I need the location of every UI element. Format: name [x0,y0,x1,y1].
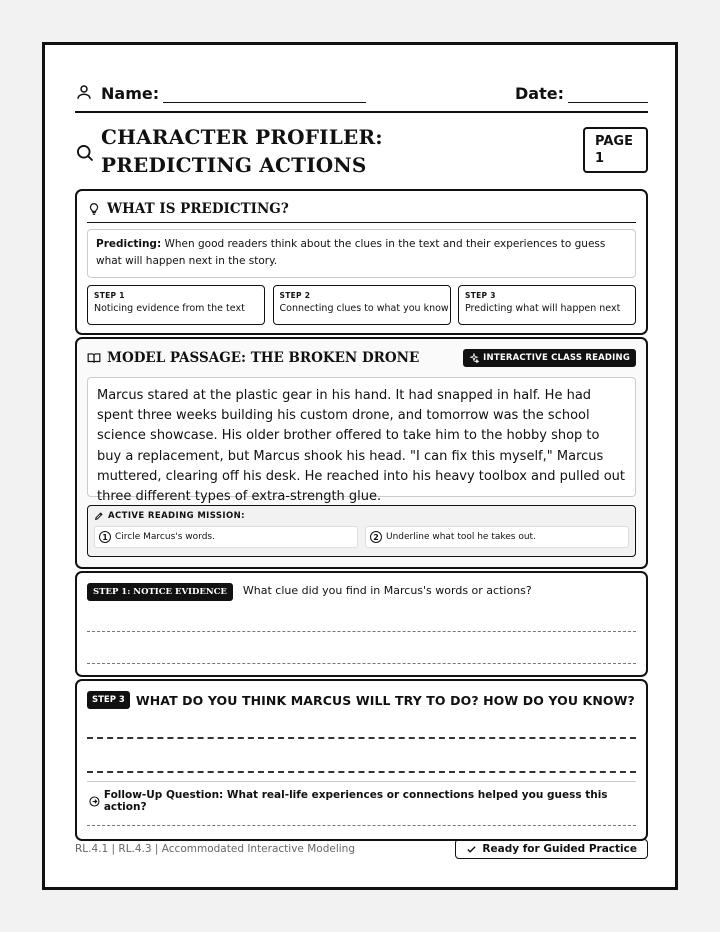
followup-text: Follow-Up Question: What real-life experiences or connections helped you guess this action? [103,789,608,813]
pencil-icon [94,511,104,521]
answer-line-1[interactable] [87,631,636,632]
header-row [75,75,648,113]
date-label: Date: [515,84,564,103]
step-label: STEP 1 [94,291,125,300]
mission-item-2 [365,526,629,548]
definition-box [87,229,636,278]
section-heading [87,201,636,223]
mission-items [94,526,629,548]
step-box-3 [458,285,636,325]
name-field[interactable] [75,83,366,103]
step-box-1 [87,285,265,325]
heading-text: MODEL PASSAGE: THE BROKEN DRONE [107,350,420,366]
page-label: PAGE [595,134,633,149]
step3-row [87,691,636,709]
mission-heading [94,511,629,521]
heading-text: WHAT IS PREDICTING? [107,201,289,217]
step-text: Noticing evidence from the text [94,303,245,314]
mission-heading-text: ACTIVE READING MISSION: [108,511,245,521]
number-badge: 1 [99,531,111,543]
title-row [75,119,648,189]
sparkle-icon [469,353,479,363]
step-text: Connecting clues to what you know [279,303,449,314]
divider [87,781,636,782]
section-heading [87,350,419,366]
step1-row [87,583,636,601]
mission-text: Underline what tool he takes out. [386,532,536,542]
definition-term: Predicting: [96,238,162,250]
step3-pill: STEP 3 [87,691,130,709]
user-icon [75,83,93,101]
step3-question: WHAT DO YOU THINK MARCUS WILL TRY TO DO? HOW DO YOU KNOW? [135,692,635,708]
search-icon [75,143,95,163]
page-number: 1 [595,151,605,166]
step1-question: What clue did you find in Marcus's words or actions? [242,584,532,597]
passage-text: Marcus stared at the plastic gear in his hand. It had snapped in half. He had spent three weeks building his custom drone, and tomorrow was the school science showcase. His older brother offered to take him to the hobby shop to buy a replacement, but Marcus shook his head. "I can fix this myself," Marcus muttered, clearing off his desk. He reached into his heavy toolbox and pulled out three different types of extra-strength glue. [87,377,636,497]
steps-row [87,285,636,325]
standards-text: RL.4.1 | RL.4.3 | Accommodated Interactive Modeling [75,843,355,855]
step-box-2 [273,285,451,325]
step1-notice-evidence-card [75,571,648,677]
mission-text: Circle Marcus's words. [115,532,215,542]
name-line[interactable] [163,87,366,103]
step-label: STEP 3 [465,291,496,300]
worksheet-page [42,42,678,890]
number-badge: 2 [370,531,382,543]
definition-text: When good readers think about the clues in the text and their experiences to guess what will happen next in the story. [96,238,606,267]
page-title: CHARACTER PROFILER: PREDICTING ACTIONS [101,125,383,177]
lightbulb-icon [87,202,101,216]
step3-predict-card [75,679,648,841]
answer-line-1[interactable] [87,737,636,739]
passage-head-row [87,349,636,367]
answer-line-2[interactable] [87,771,636,773]
name-label: Name: [101,84,160,103]
step-label: STEP 2 [279,291,311,300]
answer-line-2[interactable] [87,663,636,664]
answer-line-3[interactable] [87,825,636,826]
date-field[interactable] [515,84,648,103]
mission-item-1 [94,526,358,548]
step-text: Predicting what will happen next [465,303,621,314]
date-line[interactable] [568,87,648,103]
check-icon [466,844,477,855]
model-passage-card [75,337,648,569]
page-number-box [583,127,648,173]
arrow-circle-icon [89,796,100,807]
step1-pill: STEP 1: NOTICE EVIDENCE [87,583,233,601]
followup-question [89,789,646,813]
ready-text: Ready for Guided Practice [482,843,637,855]
what-is-predicting-card [75,189,648,335]
footer [75,839,648,859]
ready-badge [455,839,648,859]
active-reading-mission [87,505,636,557]
interactive-reading-badge [463,349,636,367]
badge-text: INTERACTIVE CLASS READING [483,353,630,363]
open-book-icon [87,351,101,365]
